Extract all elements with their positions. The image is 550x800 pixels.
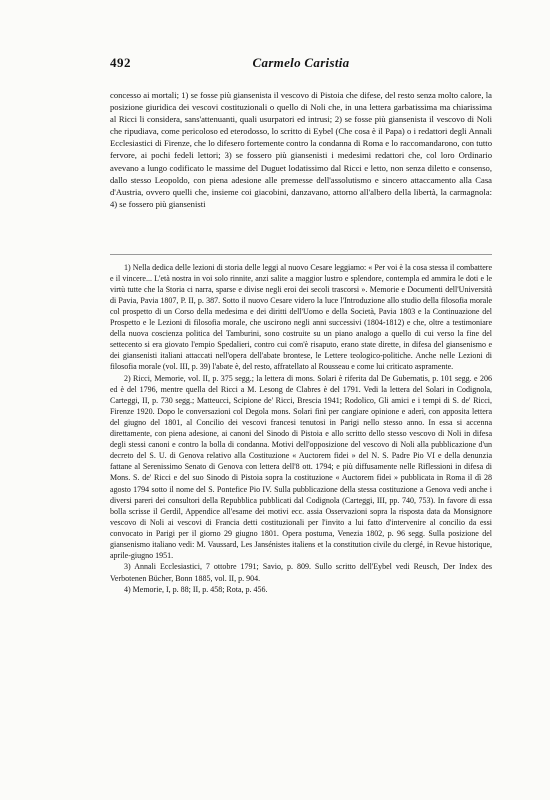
page-header (110, 55, 492, 71)
footnote-4: 4) Memorie, I, p. 88; II, p. 458; Rota, p. 456. (124, 585, 268, 595)
footnote-3: 3) Annali Ecclesiastici, 7 ottobre 1791; Savio, p. 809. Sullo scritto dell'Eybel vedi Reusch, Der Index des Verbotenen Bücher, Bonn 1885, vol. II, p. 904. (110, 562, 492, 583)
footnote-2: 2) Ricci, Memorie, vol. II, p. 375 segg.; la lettera di mons. Solari è riferita dal De Gubernatis, p. 101 segg. e 206 ed è del 1796, mentre quella del Ricci a M. Lesong de Clabres è del 1791. Vedi la lettera del Solari in Codignola, Carteggi, II, p. 730 segg.; Matteucci, Scipione de' Ricci, Brescia 1941; Rodolico, Gli amici e i tempi di S. de' Ricci, Firenze 1920. Dopo le conversazioni col Degola mons. Solari finì per cangiare opinione e aderì, con apposita lettera del giugno del 1801, al Concilio dei vescovi francesi tenutosi in Parigi nello stesso anno. In essa si accenna direttamente, con piena adesione, ai canoni del Sinodo di Pistoia e allo scritto dello stesso vescovo di Noli in difesa degli stessi canoni e contro la bolla di condanna. Motivi dell'opposizione del vescovo di Noli alla pubblicazione d'un decreto del S. U. di Genova relativo alla Costituzione « Auctorem fidei » del N. S. Padre Pio VI e della denunzia fattane al Serenissimo Senato di Genova con lettera dell'8 ott. 1794; e più diffusamente nelle Riflessioni in difesa di Mons. S. de' Ricci e del suo Sinodo di Pistoia sopra la costituzione « Auctorem fidei » pubblicata in Roma il dì 28 agosto 1794 sotto il nome del S. Pontefice Pio IV. Sulla pubblicazione della stessa costituzione a Genova vedi anche i diversi pareri dei consultori della Repubblica pubblicati dal Codignola (Carteggi, III, pp. 740, 753). In favore di essa bolla scrisse il Gerdil, Appendice all'esame dei motivi ecc. assia Osservazioni sopra la risposta data da Monsignore vescovo di Noli ai vescovi di Francia detti costituzionali per l'invito a lui fatto d'intervenire al concilio da essi convocato in Parigi per il giorno 29 giugno 1801. Opera postuma, Venezia 1802, p. 96 segg. Sulla posizione del giansenismo italiano vedi: M. Vaussard, Les Jansénistes italiens et la constitution civile du clergé, in Revue historique, aprile-giugno 1951. (110, 374, 492, 560)
footnote-separator (110, 254, 492, 255)
page-number: 492 (110, 55, 131, 70)
running-title: Carmelo Caristia (252, 55, 350, 70)
footnote-1: 1) Nella dedica delle lezioni di storia delle leggi al nuovo Cesare leggiamo: « Per voi è la cosa stessa il combattere e il vincere... L'età nostra in voi solo rinnite, anzi salite a maggior lustro e splendore, contempla ed ammira le doti e le virtù tutte che la Storia ci narra, sparse e divise negli eroi dei secoli trascorsi ». Memorie e Documenti dell'Università di Pavia, Pavia 1807, P. II, p. 387. Sotto il nuovo Cesare videro la luce l'Introduzione allo studio della filosofia morale col prospetto di un Corso della medesima e dei diritti dell'Uomo e della Società, Pavia 1803 e la Continuazione del Prospetto e le Lezioni di filosofia morale, che uscirono negli anni successivi (1804-1812) e che, oltre a testimoniare della nuova coscienza politica del Tamburini, sono costruite su un piano analogo a quello di cui verso la fine del settecento si era giovato l'empio Spedalieri, contro cui com'è risaputo, erano state dirette, in difesa del giansenismo e dei giansenisti italiani attaccati nell'opera dell'abate brontese, le Lettere teologico-politiche. Anche nelle Lezioni di filosofia morale (vol. III, p. 39) l'abate è, del resto, affratellato al Rousseau e come lui criticato aspramente. (110, 263, 492, 372)
main-text (110, 89, 492, 210)
body-paragraph: concesso ai mortali; 1) se fosse più giansenista il vescovo di Pistoia che difese, del resto senza molto calore, la posizione giuridica dei vescovi costituzionali o quello di Noli che, in una lettera garbatissima ma chiarissima al Ricci li considera, sans'attenuanti, quali usurpatori ed intrusi; 2) se fosse più giansenista il vescovo di Noli che ripudiava, come pericoloso ed eterodosso, lo scritto di Eybel (Che cosa è il Papa) o i redattori degli Annali Ecclesiastici di Firenze, che lo difesero fortemente contro la condanna di Roma e lo raccomandarono, con tutto fervore, ai pochi fedeli lettori; 3) se fossero più giansenisti i medesimi redattori che, col loro Ordinario avevano a lungo codificato le massime del Duguet lodatissimo dal Ricci e letto, non senza diletto e consenso, dallo stesso Leopoldo, con piena adesione alle premesse dell'assolutismo e sincero attaccamento alla Casa d'Austria, ovvero quelli che, insieme coi giacobini, danzavano, attorno all'albero della libertà, la carmagnola: 4) se fossero più giansenisti (110, 90, 492, 209)
footnotes (110, 262, 492, 595)
